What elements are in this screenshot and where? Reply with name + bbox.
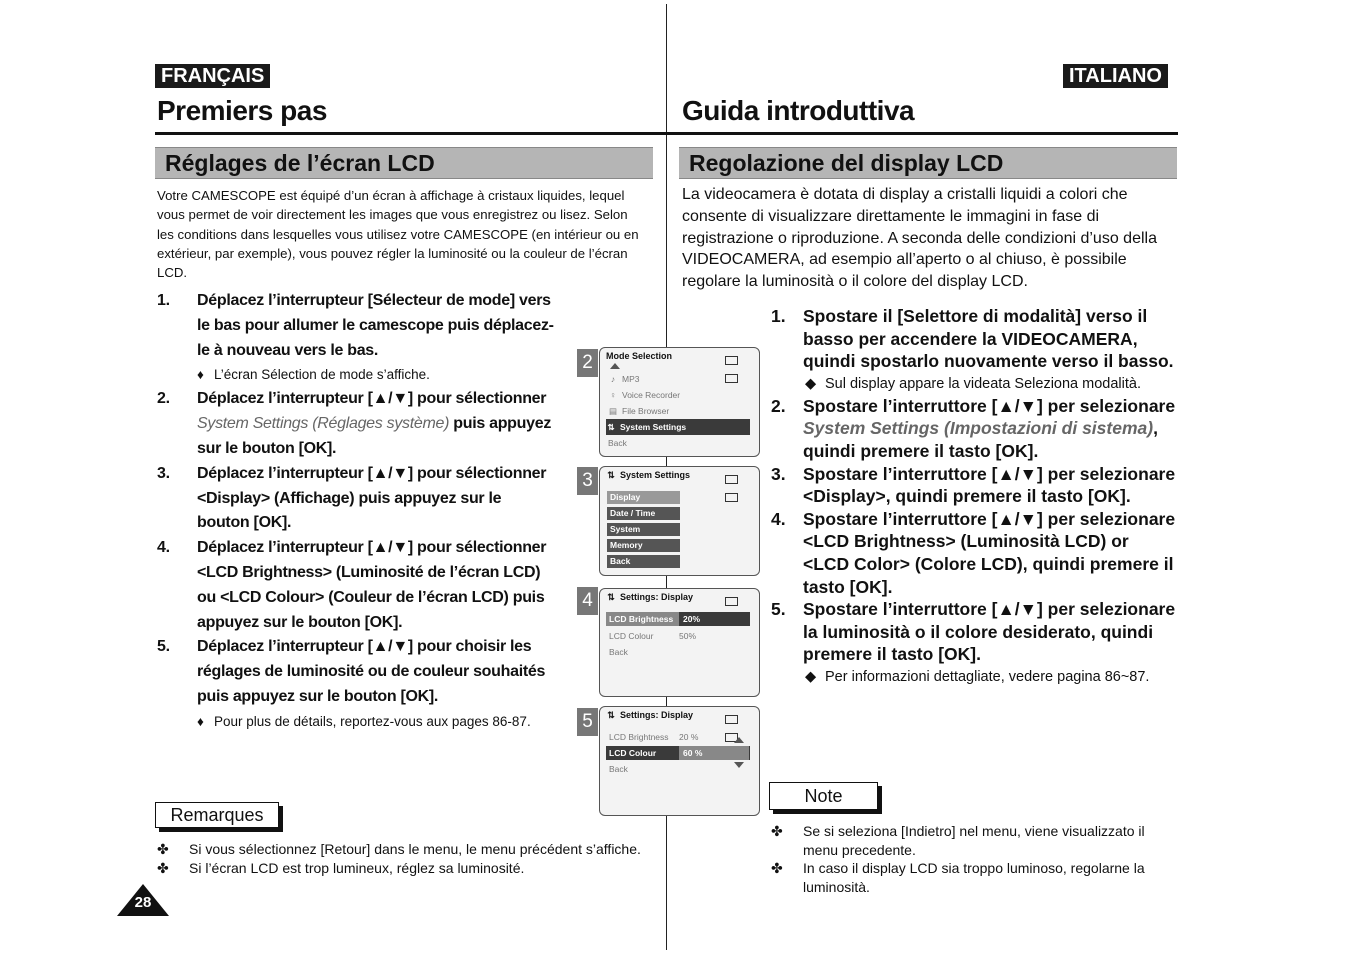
screen-title: ⇅ Settings: Display [607,592,694,602]
screen-number-4: 4 [577,587,598,615]
step-fr-5-note [157,710,557,734]
menu-item-memory: Memory [607,539,680,552]
step-it-5 [771,598,1176,666]
note-text: Se si seleziona [Indietro] nel menu, viene visualizzato il menu precedente. [803,823,1145,858]
remarks-list [157,840,652,877]
battery-icon [723,711,751,719]
screen-number-2: 2 [577,349,598,377]
step-it-1-note [771,373,1176,395]
section-header-it [679,147,1177,179]
section-title-fr: Réglages de l’écran LCD [165,150,435,176]
diamond-icon: ♦ [197,367,204,383]
lcd-screen-system-settings [599,466,760,576]
menu-item-name: System Settings (Impostazioni di sistema) [803,418,1154,439]
menu-item-back: Back [607,555,680,568]
screen-number-5: 5 [577,708,598,736]
music-note-icon: ♪ [610,374,616,384]
step-number: 2. [771,395,786,416]
step-fr-1-note [157,363,557,387]
battery-icon [723,352,751,360]
menu-item-name: System Settings (Réglages système) [197,415,450,433]
step-number: 1. [771,306,786,326]
note-item [771,822,1183,859]
settings-icon: ⇅ [607,710,615,720]
settings-icon: ⇅ [607,592,615,602]
step-note-text: Per informazioni dettagliate, vedere pagina 86~87. [825,668,1150,685]
bullet-cross-icon: ✤ [771,860,783,876]
intro-text-it: La videocamera è dotata di display a cristalli liquidi a colori che consente di visualizzare direttamente le immagini in fase di registrazione o riproduzione. A seconda delle condizioni d’uso della VIDEOCAMERA, ad esempio all’aperto o al chiuso, è possibile regolare la luminosità o il colore del display LCD. [682,186,1157,291]
language-tag-it: ITALIANO [1063,64,1168,88]
scroll-down-icon [734,762,744,768]
step-text: Spostare l’interruttore [▲/▼] per selezionare la luminosità o il colore desiderato, quindi premere il tasto [OK]. [803,599,1176,665]
menu-item-file-browser: ▤ File Browser [608,403,750,419]
step-note-text: Sul display appare la videata Seleziona modalità. [825,375,1141,392]
screen-number-3: 3 [577,467,598,495]
microphone-icon: ♀ [609,390,617,400]
language-tag-fr: FRANÇAIS [155,64,270,88]
step-number: 3. [771,463,786,484]
step-number: 4. [157,539,170,557]
folder-icon: ▤ [608,406,618,416]
step-text: Déplacez l’interrupteur [▲/▼] pour choisir les réglages de luminosité ou de couleur souhaités puis appuyez sur le bouton [OK]. [197,638,546,705]
battery-icon [723,471,751,479]
step-fr-2 [157,387,557,461]
lcd-brightness-row: LCD Brightness 20 % [609,732,699,742]
note-label: Note [769,782,878,810]
menu-item-mp3: ♪ MP3 [608,371,750,387]
step-fr-4 [157,536,557,635]
step-text: Déplacez l’interrupteur [Sélecteur de mode] vers le bas pour allumer le camescope puis déplacez-le à nouveau vers le bas. [197,292,554,359]
title-rule-it [667,132,1178,135]
back-row: Back [609,764,628,774]
note-text: In caso il display LCD sia troppo luminoso, regolarne la luminosità. [803,860,1145,895]
step-number: 1. [157,292,170,309]
bullet-cross-icon: ✤ [157,841,169,857]
page-title-it: Guida introduttiva [682,95,915,126]
diamond-icon: ◆ [805,668,817,685]
section-header-fr [155,147,653,179]
diamond-icon: ◆ [805,375,817,392]
menu-item-voice-recorder: ♀ Voice Recorder [608,387,750,403]
page-number: 28 [134,894,152,911]
step-fr-3 [157,462,557,536]
note-item [771,859,1183,896]
menu-item-back: Back [608,438,627,448]
step-number: 2. [157,390,170,408]
step-number: 5. [157,638,170,656]
scroll-up-icon [610,363,620,369]
menu-item-system: System [607,523,680,536]
battery-icon [723,593,751,601]
diamond-icon: ♦ [197,713,204,729]
bullet-cross-icon: ✤ [157,859,169,876]
step-text: Déplacez l’interrupteur [▲/▼] pour sélectionner [197,390,547,408]
notes-list [771,822,1183,896]
step-fr-5 [157,635,557,709]
remark-text: Si l’écran LCD est trop lumineux, réglez sa luminosité. [189,859,525,876]
step-note-text: Pour plus de détails, reportez-vous aux pages 86-87. [214,713,531,729]
step-it-3 [771,463,1176,508]
intro-text-fr: Votre CAMESCOPE est équipé d’un écran à affichage à cristaux liquides, lequel vous permet de voir directement les images que vous enregistrez ou lisez. Selon les conditions dans lesquelles vous utilisez votre CAMESCOPE (en intérieur ou en extérieur, par exemple), vous pouvez régler la luminosité ou la couleur de l’écran LCD. [157,188,639,281]
lcd-screen-mode-selection [599,347,760,457]
step-note-text: L’écran Sélection de mode s’affiche. [214,367,430,383]
lcd-colour-row: LCD Colour 50% [609,631,697,641]
menu-item-date-time: Date / Time [607,507,680,520]
page-title-fr: Premiers pas [157,95,327,126]
step-number: 4. [771,508,786,529]
menu-item-system-settings: ⇅ System Settings [606,419,750,435]
step-number: 3. [157,464,170,482]
bullet-cross-icon: ✤ [771,823,783,839]
back-row: Back [609,647,628,657]
settings-icon: ⇅ [607,422,615,432]
lcd-screen-settings-display-colour [599,706,760,816]
settings-icon: ⇅ [607,470,615,480]
remark-item [157,840,652,859]
screen-title: ⇅ System Settings [607,470,691,480]
steps-list-it [771,305,1176,688]
step-it-5-note [771,666,1176,688]
step-text: Déplacez l’interrupteur [▲/▼] pour sélectionner <LCD Brightness> (Luminosité de l’écran LCD) ou <LCD Colour> (Couleur de l’écran LCD) puis appuyez sur le bouton [OK]. [197,539,547,631]
step-it-4 [771,508,1176,598]
step-number: 5. [771,599,786,620]
screen-title: ⇅ Settings: Display [607,710,694,720]
step-text: Spostare l’interruttore [▲/▼] per selezionare <Display>, quindi premere il tasto [OK]. [803,463,1176,507]
steps-list-fr [157,289,557,734]
scroll-up-icon [734,737,744,743]
step-text: Spostare il [Selettore di modalità] verso il basso per accendere la VIDEOCAMERA, quindi spostarlo nuovamente verso il basso. [803,306,1174,372]
lcd-screen-settings-display [599,588,760,697]
step-it-1 [771,305,1176,373]
remark-text: Si vous sélectionnez [Retour] dans le menu, le menu précédent s’affiche. [189,841,641,857]
step-fr-1 [157,289,557,363]
step-text-end: puis appuyez sur le bouton [OK]. [197,415,552,457]
step-text: Déplacez l’interrupteur [▲/▼] pour sélectionner <Display> (Affichage) puis appuyez sur le bouton [OK]. [197,464,547,532]
step-it-2 [771,395,1176,463]
lcd-brightness-row: LCD Brightness 20% [606,612,750,626]
step-text-end: , quindi premere il tasto [OK]. [803,418,1158,461]
step-text: Spostare l’interruttore [▲/▼] per selezionare [803,395,1176,416]
remark-item [157,859,652,878]
step-text: Spostare l’interruttore [▲/▼] per selezionare <LCD Brightness> (Luminosità LCD) or <LCD Color> (Colore LCD), quindi premere il tasto [OK]. [803,508,1176,597]
section-title-it: Regolazione del display LCD [689,150,1004,176]
lcd-colour-row: LCD Colour 60 % [606,746,750,760]
menu-item-display: Display [607,491,680,504]
title-rule-fr [155,132,667,135]
remarks-label: Remarques [155,802,279,828]
screen-title: Mode Selection [606,351,673,361]
